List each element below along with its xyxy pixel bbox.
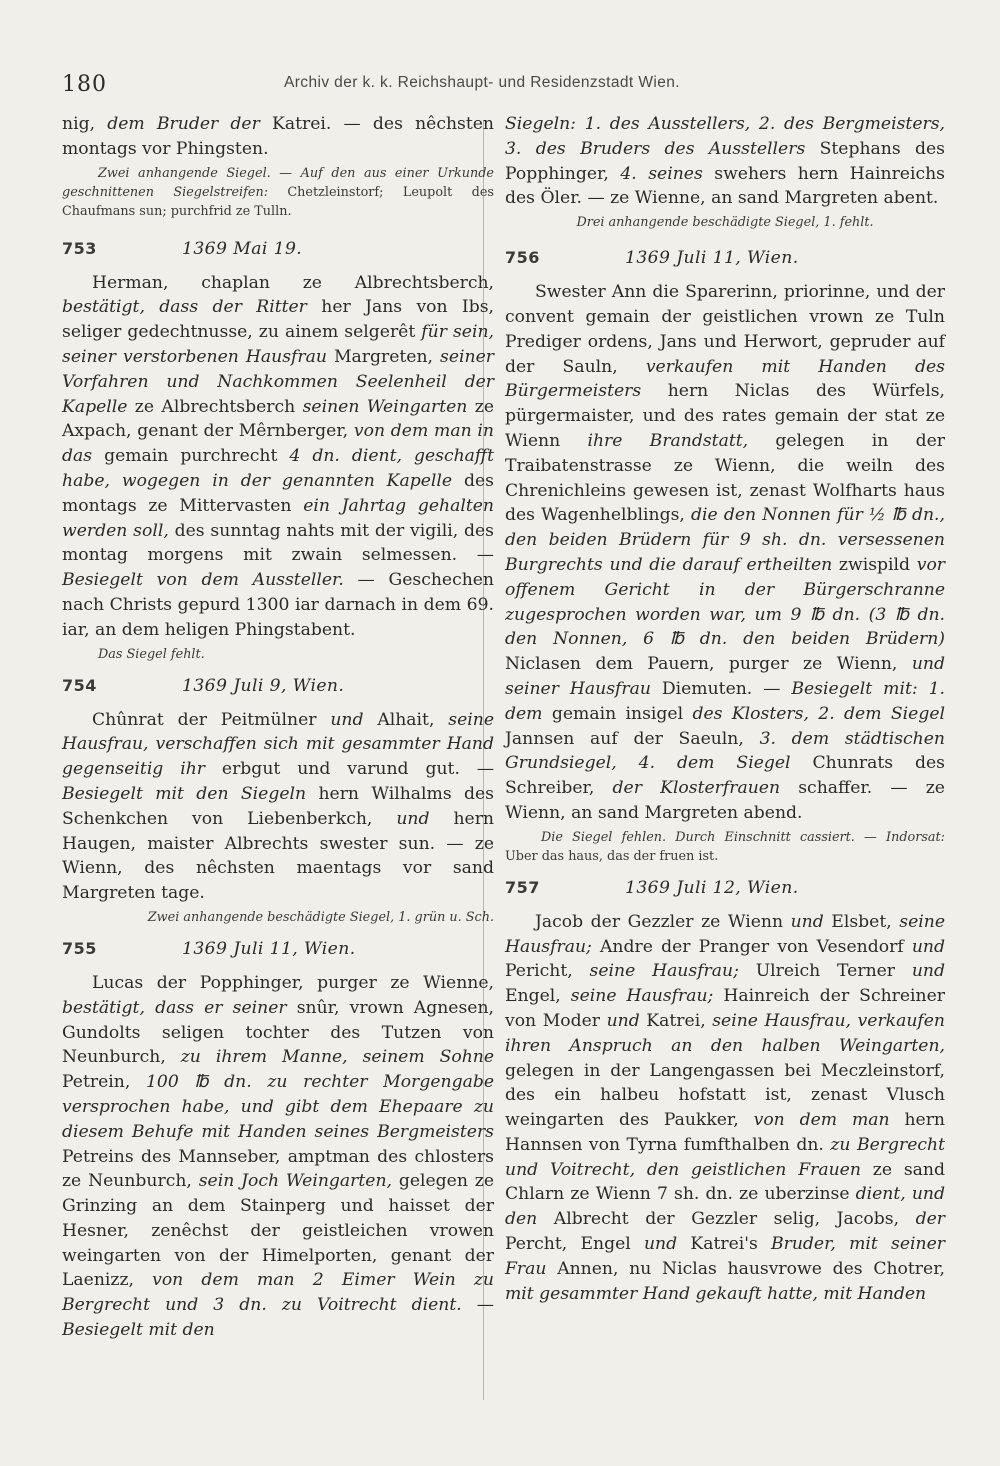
entry-date: 1369 Mai 19. (182, 238, 303, 259)
entry-number: 757 (505, 877, 540, 897)
entry-753-note: Das Siegel fehlt. (98, 646, 205, 662)
entry-753-text: Herman, chaplan ze Albrechtsberch, bestätigt, dass der Ritter her Jans von Ibs, seliger gedechtnusse, zu ainem selgerêt für sein, seiner verstorbenen Hausfrau Margreten, seiner Vorfahren und Nachkommen Seelenheil der Kapelle ze Albrechtsberch seinen Weingarten ze Axpach, genant der Mêrnberger, von dem man in das gemain purchrecht 4 dn. dient, geschafft habe, wogegen in der genannten Kapelle des montags ze Mittervasten ein Jahrtag gehalten werden soll, des sunntag nahts mit der vigili, des montag morgens mit zwain selmessen. — Besiegelt von dem Aussteller. — Geschechen nach Christs gepurd 1300 iar darnach in dem 69. iar, an dem heligen Phingstabent. (62, 272, 495, 640)
entry-752-text: nig, dem Bruder der Katrei. — des nêchsten montags vor Phingsten. (62, 114, 494, 159)
running-title: Archiv der k. k. Reichshaupt- und Residenzstadt Wien. (284, 74, 680, 91)
entry-number: 753 (62, 238, 97, 258)
page-header (62, 64, 942, 104)
entry-754 (62, 676, 494, 927)
entry-number: 755 (62, 938, 97, 958)
entry-date: 1369 Juli 12, Wien. (625, 877, 799, 898)
right-column (505, 112, 945, 1306)
left-column (62, 112, 494, 1343)
entry-755-note: Drei anhangende beschädigte Siegel, 1. fehlt. (576, 215, 874, 231)
entry-757-text: Jacob der Gezzler ze Wienn und Elsbet, seine Hausfrau; Andre der Pranger von Vesendorf und Pericht, seine Hausfrau; Ulreich Terner und Engel, seine Hausfrau; Hainreich der Schreiner von Moder und Katrei, seine Hausfrau, verkaufen ihren Anspruch an den halben Weingarten, gelegen in der Langengassen bei Meczleinstorf, des ein halbeu hofstatt ist, zenast Vlusch weingarten des Paukker, von dem man hern Hannsen von Tyrna fumfthalben dn. zu Bergrecht und Voitrecht, den geistlichen Frauen ze sand Chlarn ze Wienn 7 sh. dn. ze uberzinse dient, und den Albrecht der Gezzler selig, Jacobs, der Percht, Engel und Katrei's Bruder, mit seiner Frau Annen, nu Niclas hausvrowe des Chotrer, mit gesammter Hand gekauft hatte, mit Handen (505, 911, 946, 1304)
entry-number: 756 (505, 248, 540, 268)
entry-754-text: Chûnrat der Peitmülner und Alhait, seine Hausfrau, verschaffen sich mit gesammter Hand gegenseitig ihr erbgut und varund gut. — Besiegelt mit den Siegeln hern Wilhalms des Schenkchen von Liebenberkch, und hern Haugen, maister Albrechts swester sun. — ze Wienn, des nêchsten maentags vor sand Margreten tage. (62, 709, 495, 904)
entry-number: 754 (62, 675, 97, 695)
entry-date: 1369 Juli 9, Wien. (182, 675, 345, 696)
entry-752-continuation (62, 112, 494, 221)
entry-date: 1369 Juli 11, Wien. (182, 938, 356, 959)
entry-756 (505, 248, 945, 866)
entry-755-continuation (505, 112, 945, 232)
entry-752-note: Zwei anhangende Siegel. — Auf den aus einer Urkunde geschnittenen Siegelstreifen: Chetzleinstorf; Leupolt des Chaufmans sun; purchfrid ze Tulln. (62, 165, 494, 219)
entry-754-note: Zwei anhangende beschädigte Siegel, 1. grün u. Sch. (147, 909, 494, 925)
entry-755 (62, 939, 494, 1343)
entry-755-text: Lucas der Popphinger, purger ze Wienne, bestätigt, dass er seiner snûr, vrown Agnesen, Gundolts seligen tochter des Tutzen von Neunburch, zu ihrem Manne, seinem Sohne Petrein, 100 ℔ dn. zu rechter Morgengabe versprochen habe, und gibt dem Ehepaare zu diesem Behufe mit Handen seines Bergmeisters Petreins des Mannseber, amptman des chlosters ze Neunburch, sein Joch Weingarten, gelegen ze Grinzing an dem Stainperg und haisset der Hesner, zenêchst der geistleichen vrowen weingarten von der Himelporten, genant der Laenizz, von dem man 2 Eimer Wein zu Bergrecht und 3 dn. zu Voitrecht dient. — Besiegelt mit den (62, 972, 494, 1341)
entry-755-text-cont: Siegeln: 1. des Ausstellers, 2. des Bergmeisters, 3. des Bruders des Ausstellers Stephans des Popphinger, 4. seines swehers hern Hainreichs des Öler. — ze Wienne, an sand Margreten abent. (505, 114, 945, 209)
entry-date: 1369 Juli 11, Wien. (625, 248, 799, 269)
entry-753 (62, 239, 494, 664)
entry-756-note: Die Siegel fehlen. Durch Einschnitt cassiert. — Indorsat: Uber das haus, das der fruen ist. (505, 829, 945, 864)
entry-756-text: Swester Ann die Sparerinn, priorinne, und der convent gemain der geistlichen vrown ze Tuln Prediger ordens, Jans und Herwort, gepruder auf der Sauln, verkaufen mit Handen des Bürgermeisters hern Niclas des Würfels, pürgermaister, und des rates gemain der stat ze Wienn ihre Brandstatt, gelegen in der Traibatenstrasse ze Wienn, die weiln des Chrenichleins gewesen ist, zenast Wolfharts haus des Wagenhelblings, die den Nonnen für ½ ℔ dn., den beiden Brüdern für 9 sh. dn. versessenen Burgrechts und die darauf ertheilten zwispild vor offenem Gericht in der Bürgerschranne zugesprochen worden war, um 9 ℔ dn. (3 ℔ dn. den Nonnen, 6 ℔ dn. den beiden Brüdern) Niclasen dem Pauern, purger ze Wienn, und seiner Hausfrau Diemuten. — Besiegelt mit: 1. dem gemain insigel des Klosters, 2. dem Siegel Jannsen auf der Saeuln, 3. dem städtischen Grundsiegel, 4. dem Siegel Chunrats des Schreiber, der Klosterfrauen schaffer. — ze Wienn, an sand Margreten abend. (505, 282, 946, 823)
page-number: 180 (62, 72, 107, 97)
entry-757 (505, 878, 945, 1307)
